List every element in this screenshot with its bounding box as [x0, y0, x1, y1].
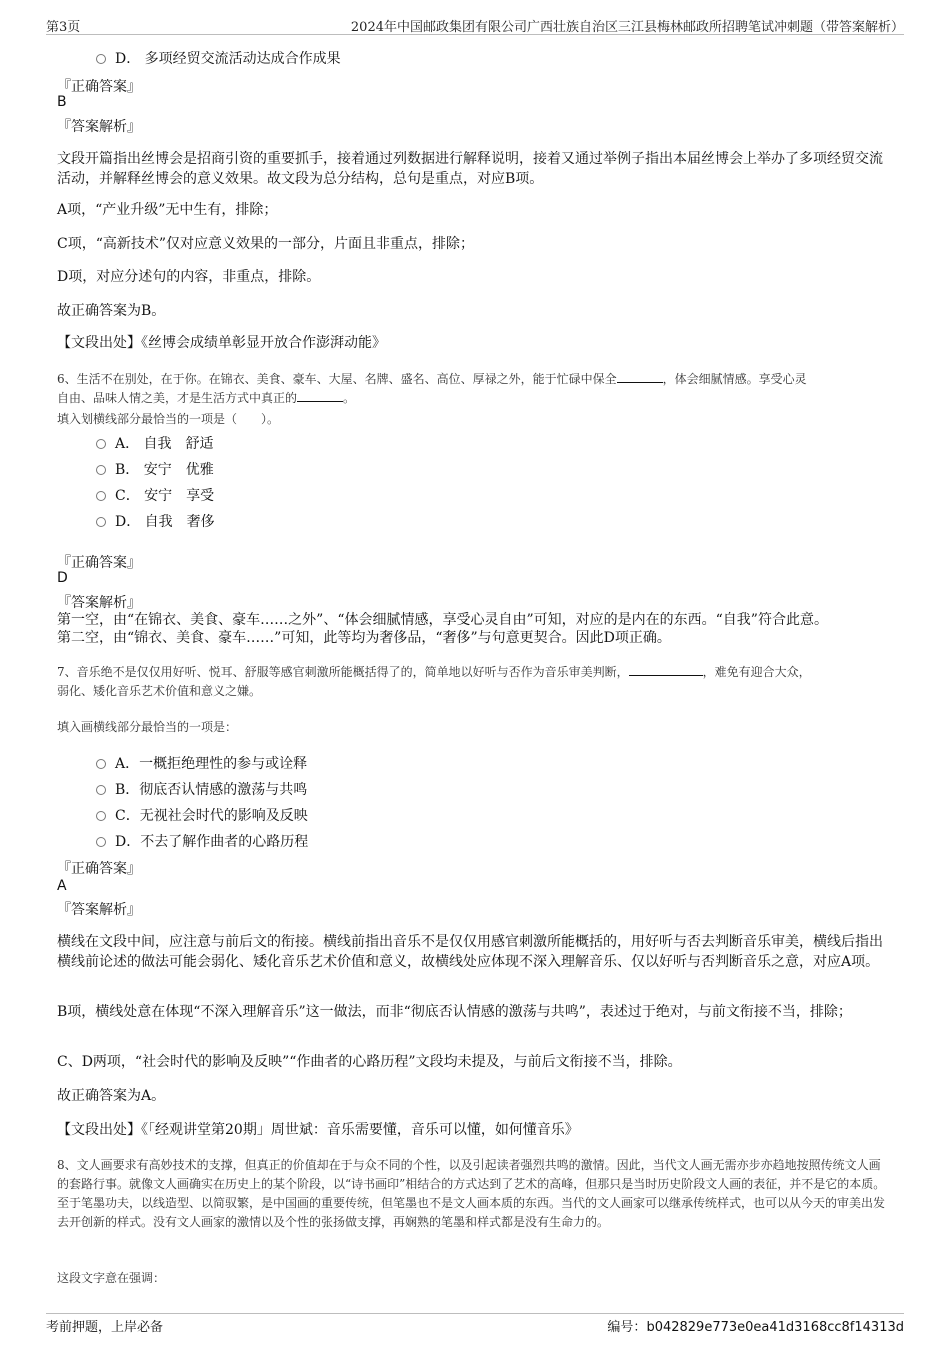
q6-analysis-p2: 第二空，由“锦衣、美食、豪车……”可知，此等均为奢侈品，“奢侈”与句意更契合。因此D项正确。: [57, 630, 671, 646]
q6-option-d[interactable]: D． 自我 奢侈: [96, 511, 215, 531]
q6-prompt: 填入划横线部分最恰当的一项是（ ）。: [57, 412, 280, 426]
q6-option-a[interactable]: A． 自我 舒适: [96, 433, 214, 453]
radio-icon[interactable]: [96, 785, 106, 795]
radio-icon[interactable]: [96, 837, 106, 847]
q5-analysis-label: 『答案解析』: [57, 119, 141, 135]
footer-slogan: 考前押题，上岸必备: [46, 1320, 164, 1335]
q5-analysis-p1: 文段开篇指出丝博会是招商引资的重要抓手，接着通过列数据进行解释说明，接着又通过举例子指出本届丝博会上举办了多项经贸交流活动，并解释丝博会的意义效果。故文段为总分结构，总句是重点，对应B项。: [57, 151, 883, 187]
q7-option-c[interactable]: C．无视社会时代的影响及反映: [96, 805, 308, 825]
q6-analysis-label: 『答案解析』: [57, 595, 141, 611]
radio-icon[interactable]: [96, 465, 106, 475]
page-footer: [46, 1313, 904, 1335]
radio-icon[interactable]: [96, 491, 106, 501]
q5-analysis-p3: C项，“高新技术”仅对应意义效果的一部分，片面且非重点，排除；: [57, 236, 475, 252]
radio-icon[interactable]: [96, 439, 106, 449]
q6-blank-2: [297, 389, 343, 402]
q6-correct-label: 『正确答案』: [57, 555, 141, 571]
q7-analysis-p1: 横线在文段中间，应注意与前后文的衔接。横线前指出音乐不是仅仅用感官刺激所能概括的，用好听与否去判断音乐审美，横线后指出横线前论述的做法可能会弱化、矮化音乐艺术价值和意义，故横线处应体现不深入理解音乐、仅以好听与否判断音乐之意，对应A项。: [57, 934, 883, 970]
q5-correct-label: 『正确答案』: [57, 79, 141, 95]
q7-analysis-p4: 故正确答案为A。: [57, 1088, 166, 1104]
radio-icon[interactable]: [96, 759, 106, 769]
q5-analysis-p4: D项，对应分述句的内容，非重点，排除。: [57, 269, 321, 285]
q6-option-b[interactable]: B． 安宁 优雅: [96, 459, 214, 479]
q7-analysis-label: 『答案解析』: [57, 902, 141, 918]
radio-icon[interactable]: [96, 517, 106, 527]
q5-source: 【文段出处】《丝博会成绩单彰显开放合作澎湃动能》: [57, 335, 386, 351]
q5-analysis-p2: A项，“产业升级”无中生有，排除；: [57, 202, 278, 218]
q8-question: 8、文人画要求有高妙技术的支撑，但真正的价值却在于与众不同的个性，以及引起读者强烈共鸣的激情。因此，当代文人画无需亦步亦趋地按照传统文人画的套路行事。就像文人画确实在历史上的某个阶段，以“诗书画印”相结合的方式达到了艺术的高峰，但那只是当时历史阶段文人画的表征，并不是它的本质。至于笔墨功夫，以线造型、以简驭繁，是中国画的重要传统，但笔墨也不是文人画本质的东西。当代的文人画家可以继承传统样式，也可以从今天的审美出发去开创新的样式。没有文人画家的激情以及个性的张扬做支撑，再娴熟的笔墨和样式都是没有生命力的。: [57, 1158, 886, 1229]
document-code: 编号：b042829e773e0ea41d3168cc8f14313d: [607, 1320, 904, 1335]
q7-option-d[interactable]: D．不去了解作曲者的心路历程: [96, 831, 308, 851]
q5-answer: B: [57, 94, 67, 110]
q6-blank-1: [617, 370, 663, 383]
q7-correct-label: 『正确答案』: [57, 861, 141, 877]
q5-analysis-p5: 故正确答案为B。: [57, 303, 166, 319]
q7-analysis-p3: C、D两项，“社会时代的影响及反映”“作曲者的心路历程”文段均未提及，与前后文衔接不当，排除。: [57, 1054, 682, 1070]
q6-option-c[interactable]: C． 安宁 享受: [96, 485, 214, 505]
radio-icon[interactable]: [96, 54, 106, 64]
q5-option-d[interactable]: D． 多项经贸交流活动达成合作成果: [96, 48, 341, 68]
q8-prompt: 这段文字意在强调：: [57, 1271, 166, 1285]
document-title: 2024年中国邮政集团有限公司广西壮族自治区三江县梅林邮政所招聘笔试冲刺题（带答案解析）: [350, 20, 904, 35]
q7-option-a[interactable]: A．一概拒绝理性的参与或诠释: [96, 753, 307, 773]
q7-source: 【文段出处】《「经观讲堂第20期」周世斌：音乐需要懂，音乐可以懂，如何懂音乐》: [57, 1122, 579, 1138]
q7-option-b[interactable]: B．彻底否认情感的激荡与共鸣: [96, 779, 307, 799]
q7-question: 7、音乐绝不是仅仅用好听、悦耳、舒服等感官刺激所能概括得了的，简单地以好听与否作为音乐审美判断， ，难免有迎合大众， 弱化、矮化音乐艺术价值和意义之嫌。: [57, 665, 811, 698]
page-number: 第3页: [46, 20, 81, 35]
q7-answer: A: [57, 878, 67, 894]
q7-analysis-p2: B项，横线处意在体现“不深入理解音乐”这一做法，而非“彻底否认情感的激荡与共鸣”，表述过于绝对，与前文衔接不当，排除；: [57, 1004, 852, 1020]
q7-blank: [629, 663, 703, 676]
q6-analysis-p1: 第一空，由“在锦衣、美食、豪车……之外”、“体会细腻情感，享受心灵自由”可知，对应的是内在的东西。“自我”符合此意。: [57, 612, 828, 628]
q6-question: 6、生活不在别处，在于你。在锦衣、美食、豪车、大屋、名牌、盛名、高位、厚禄之外，能于忙碌中保全 ，体会细腻情感。享受心灵 自由、品味人情之美，才是生活方式中真正的 。: [57, 372, 807, 405]
radio-icon[interactable]: [96, 811, 106, 821]
q7-prompt: 填入画横线部分最恰当的一项是：: [57, 720, 238, 734]
page-header: [46, 14, 904, 35]
q6-answer: D: [57, 570, 68, 586]
